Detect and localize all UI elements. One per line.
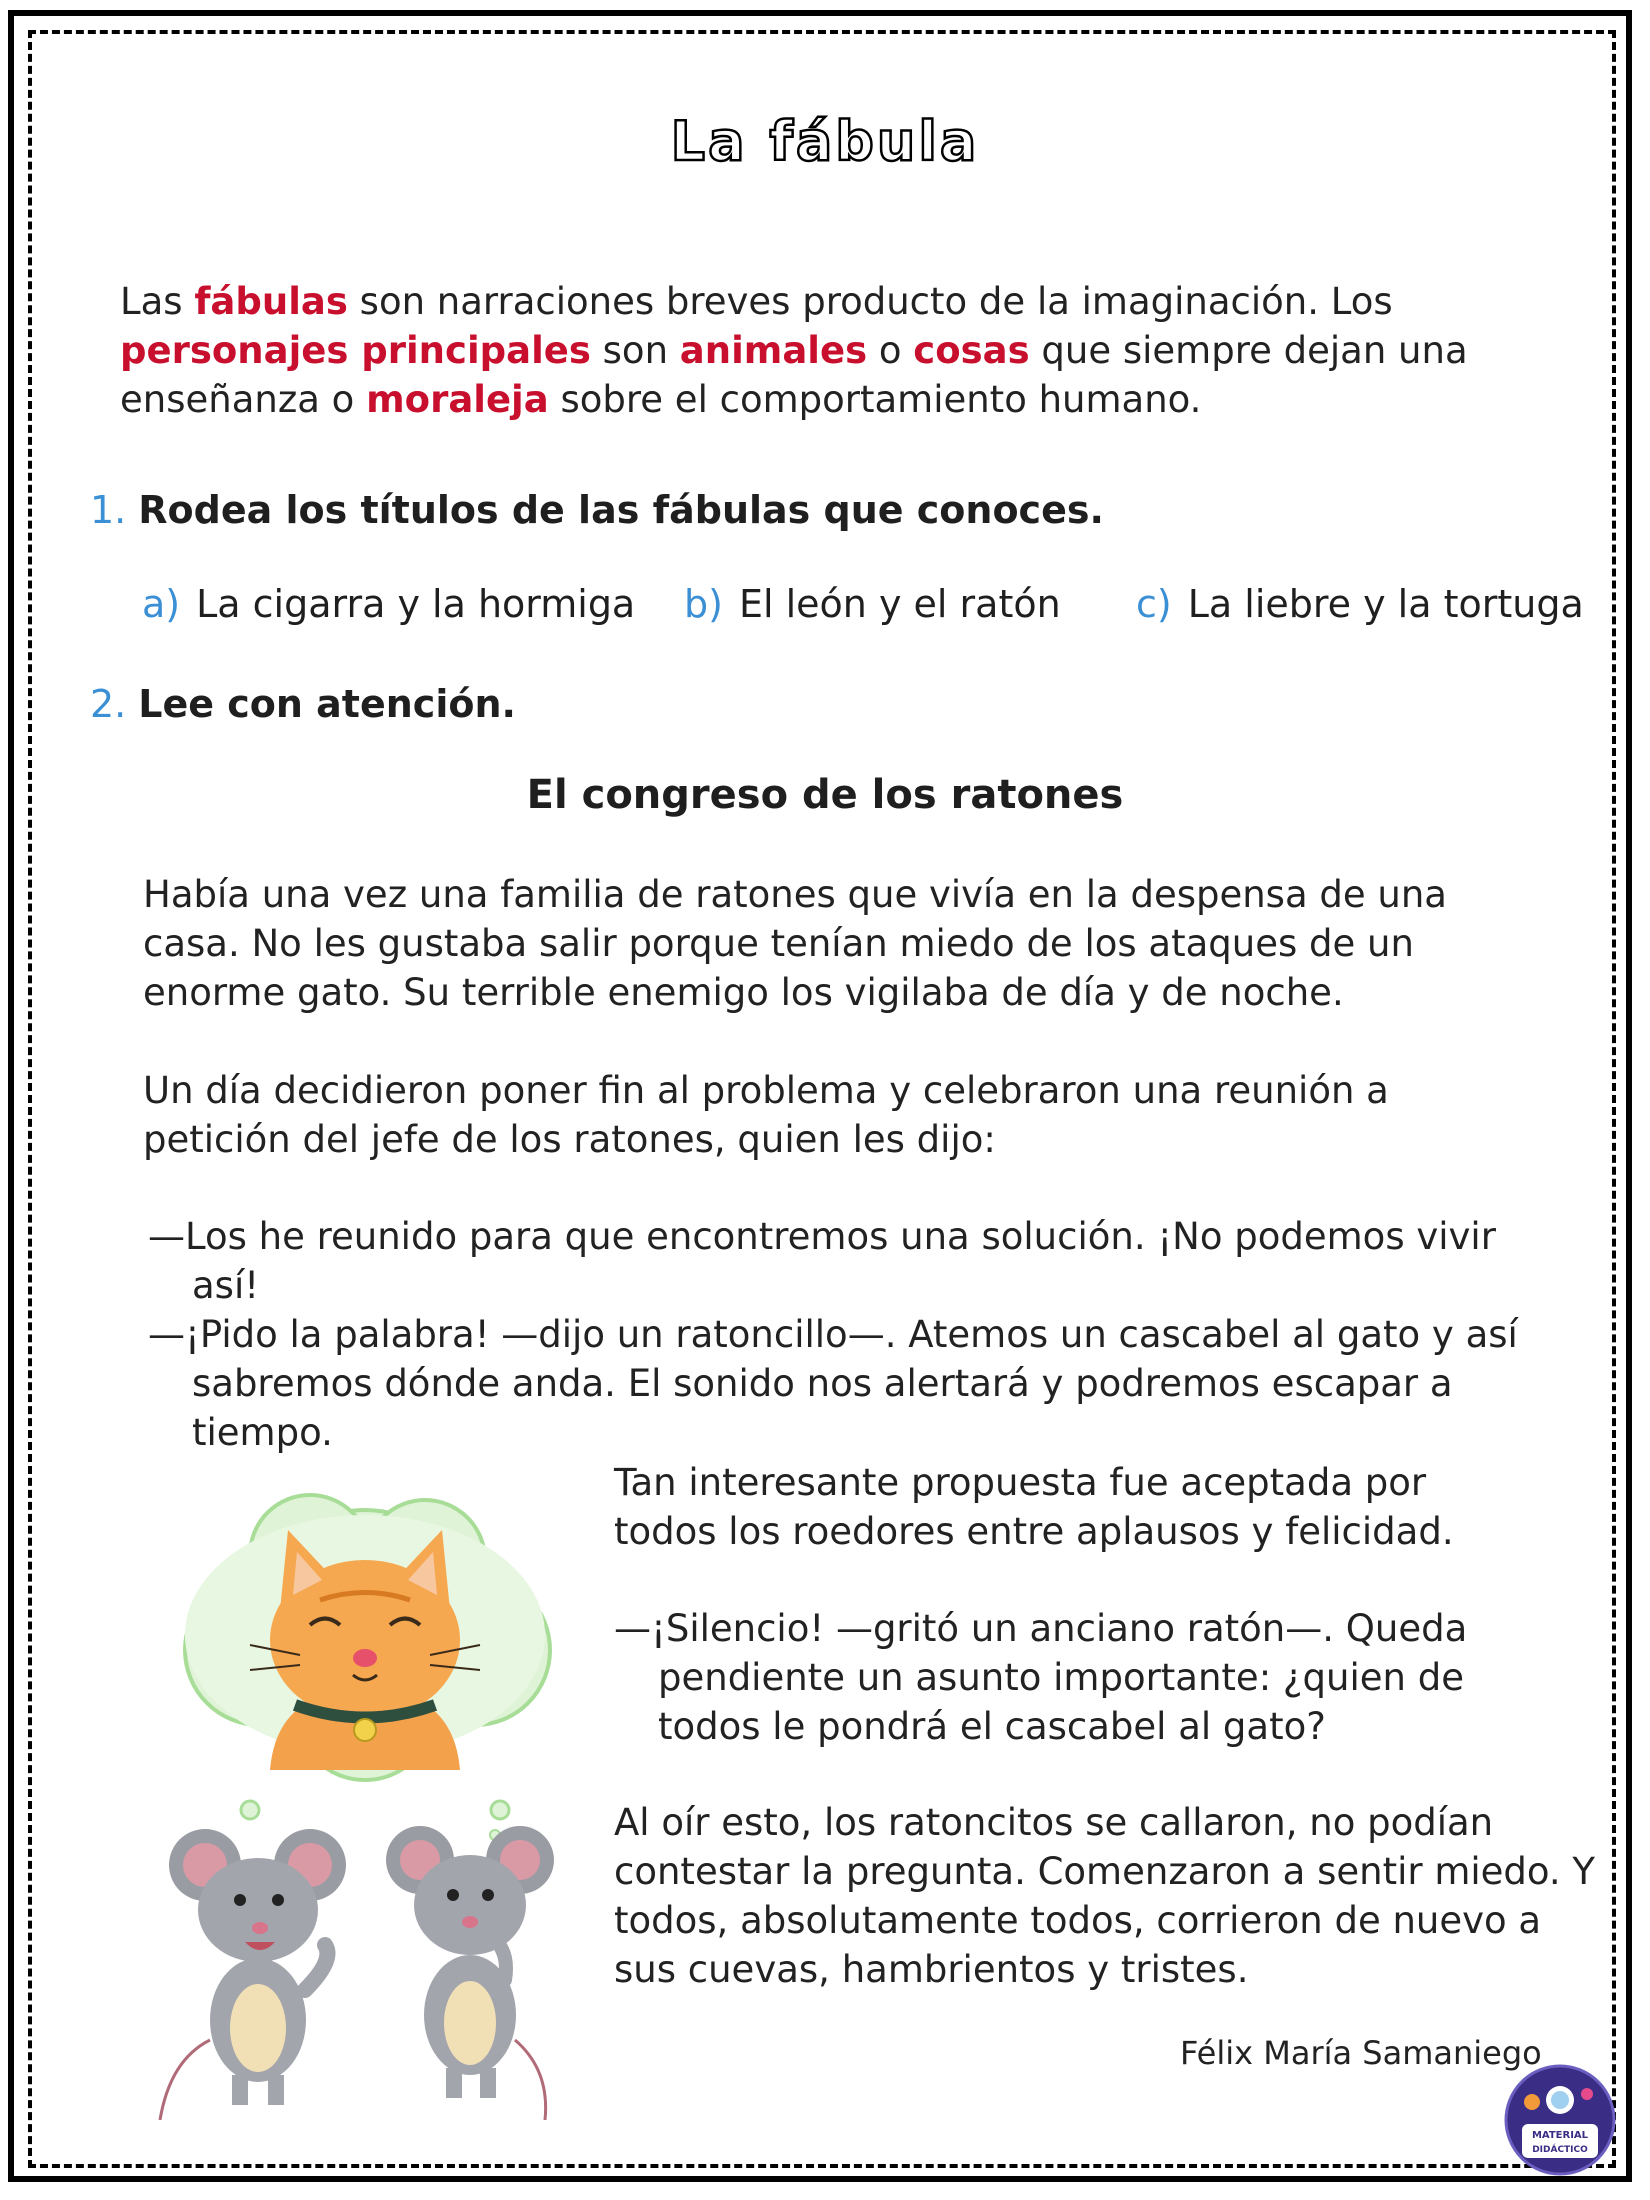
option-text: El león y el ratón bbox=[738, 582, 1061, 626]
option-text: La liebre y la tortuga bbox=[1187, 582, 1584, 626]
story-paragraph-1: Había una vez una familia de ratones que vivía en la despensa de una casa. No les gustaba salir porque tenían miedo de los ataques de un enorme gato. Su terrible enemigo los vigilaba de día y de noche. bbox=[143, 873, 1447, 1014]
question-2 bbox=[90, 682, 516, 726]
mouse-icon bbox=[160, 1829, 346, 2120]
highlight-animales: animales bbox=[679, 329, 868, 372]
highlight-moraleja: moraleja bbox=[366, 378, 549, 421]
option-letter: a) bbox=[142, 582, 181, 626]
question-1 bbox=[90, 488, 1104, 532]
material-didactico-logo bbox=[1502, 2062, 1618, 2178]
option-a[interactable] bbox=[142, 582, 635, 626]
highlight-personajes: personajes principales bbox=[120, 329, 591, 372]
question-number: 2. bbox=[90, 682, 127, 726]
option-letter: b) bbox=[684, 582, 723, 626]
story-paragraph-3: Tan interesante propuesta fue aceptada por todos los roedores entre aplausos y felicidad. bbox=[614, 1461, 1454, 1553]
dialogue-2: —¡Pido la palabra! —dijo un ratoncillo—. Atemos un cascabel al gato y así sabremos dónde anda. El sonido nos alertará y podremos escapar a tiempo. bbox=[148, 1313, 1518, 1454]
option-c[interactable] bbox=[1136, 582, 1584, 626]
mouse-icon bbox=[386, 1826, 554, 2120]
dialogue-3: —¡Silencio! —gritó un anciano ratón—. Queda pendiente un asunto importante: ¿quien de todos le pondrá el cascabel al gato? bbox=[614, 1607, 1468, 1748]
story-paragraph-2: Un día decidieron poner fin al problema y celebraron una reunión a petición del jefe de los ratones, quien les dijo: bbox=[143, 1069, 1389, 1161]
page-title: La fábula bbox=[670, 110, 980, 173]
story-paragraph-4: Al oír esto, los ratoncitos se callaron, no podían contestar la pregunta. Comenzaron a sentir miedo. Y todos, absolutamente todos, corrieron de nuevo a sus cuevas, hambrientos y tristes. bbox=[614, 1801, 1596, 1991]
question-text: Lee con atención. bbox=[138, 682, 516, 726]
option-text: La cigarra y la hormiga bbox=[196, 582, 636, 626]
option-b[interactable] bbox=[684, 582, 1061, 626]
logo-line-2: DIDÁCTICO bbox=[1532, 2145, 1588, 2155]
cat-and-mice-illustration bbox=[150, 1480, 580, 2120]
author: Félix María Samaniego bbox=[1180, 2034, 1542, 2072]
question-text: Rodea los títulos de las fábulas que conoces. bbox=[138, 488, 1104, 532]
cat-icon bbox=[250, 1530, 480, 1770]
highlight-cosas: cosas bbox=[913, 329, 1030, 372]
story-title: El congreso de los ratones bbox=[526, 772, 1124, 818]
logo-line-1: MATERIAL bbox=[1531, 2130, 1589, 2141]
highlight-fabulas: fábulas bbox=[194, 280, 348, 323]
intro-paragraph: Las fábulas son narraciones breves producto de la imaginación. Los personajes principales son animales o cosas que siempre dejan una enseñanza o moraleja sobre el comportamiento humano. bbox=[120, 280, 1468, 421]
dialogue-1: —Los he reunido para que encontremos una solución. ¡No podemos vivir así! bbox=[148, 1215, 1496, 1307]
option-letter: c) bbox=[1136, 582, 1172, 626]
question-number: 1. bbox=[90, 488, 127, 532]
